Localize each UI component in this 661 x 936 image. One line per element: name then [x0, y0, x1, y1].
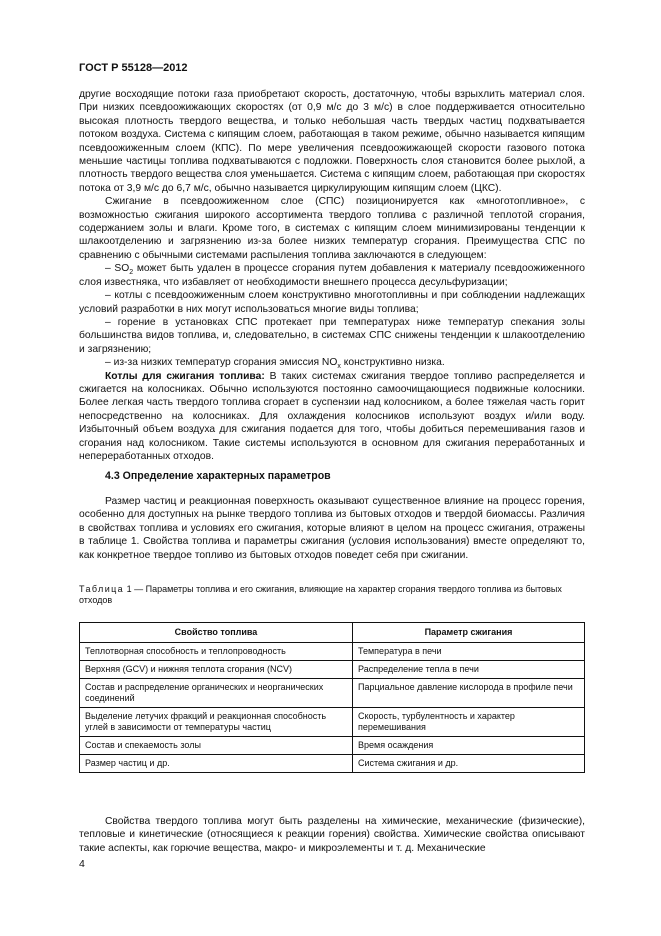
- paragraph: Сжигание в псевдоожиженном слое (СПС) позиционируется как «многотопливное», с возможностью сжигания широкого ассортимента твердого топлива с различной теплотой сгорания, содержанием золы и влаги. Кроме того, в системах с кипящим слоем минимизированы тенденции к шлакоотделению и загрязнению из-за более низких температур сгорания. Преимущества СПС по сравнению с обычными системами распыления топлива заключаются в следующем:: [79, 196, 585, 261]
- table-cell: Теплотворная способность и теплопроводность: [80, 643, 353, 661]
- table-row: [80, 679, 585, 708]
- paragraph: [79, 370, 585, 464]
- list-item-text: может быть удален в процессе сгорания путем добавления к материалу псевдоожиженного слоя известняка, что избавляет от необходимости внешнего процесса десульфуризации;: [79, 263, 585, 288]
- table-row: [80, 643, 585, 661]
- paragraph: другие восходящие потоки газа приобретают скорость, достаточную, чтобы взрыхлить материал слоя. При низких псевдоожижающих скоростях (от 0,9 м/с до 3 м/с) в слое поддерживается относительно высокая плотность твердого вещества, и только небольшая часть твердых частиц подхватывается потоком воздуха. Система с кипящим слоем, работающая в таком режиме, обычно называется кипящим псевдоожиженным слоем (КПС). По мере увеличения псевдоожижающей скорости газового потока меньшие частицы топлива подхватываются с подложки. Поверхность слоя становится более рыхлой, а плотность твердого вещества слоя уменьшается. Система с кипящим слоем, работающая при скоростях потока от 3,9 м/с до 6,7 м/с, обычно называется циркулирующим кипящим слоем (ЦКС).: [79, 89, 585, 194]
- list-item: – горение в установках СПС протекает при температурах ниже температур спекания золы большинства видов топлива, и, следовательно, в системах СПС снижены тенденции к шлакоотделению и загрязнению;: [79, 316, 585, 355]
- list-item-text: конструктивно низка.: [340, 357, 445, 369]
- list-item: [79, 356, 585, 369]
- paragraph: Свойства твердого топлива могут быть разделены на химические, механические (физические), тепловые и кинетические (относящиеся к реакции горения) свойства. Химические свойства описывают такие аспекты, как горючие вещества, макро- и микроэлементы и т. д. Механические: [79, 816, 585, 854]
- column-header: Свойство топлива: [80, 623, 353, 643]
- table-cell: Размер частиц и др.: [80, 755, 353, 773]
- page-number: 4: [79, 858, 85, 870]
- table-cell: Верхняя (GCV) и нижняя теплота сгорания (NCV): [80, 661, 353, 679]
- table-caption-label: Таблица: [79, 584, 125, 594]
- table-row: [80, 708, 585, 737]
- subscript: 2: [129, 269, 134, 277]
- document-code: ГОСТ Р 55128—2012: [79, 62, 188, 74]
- list-item: – котлы с псевдоожиженным слоем конструктивно многотопливны и при соблюдении надлежащих условий разработки в них могут использоваться многие виды топлива;: [79, 290, 585, 315]
- paragraph-lead: Котлы для сжигания топлива:: [105, 370, 265, 382]
- table-cell: Скорость, турбулентность и характер перемешивания: [353, 708, 585, 737]
- paragraph: Размер частиц и реакционная поверхность оказывают существенное влияние на процесс горения, особенно для доступных на рынке твердого топлива из бытовых отходов и твердой биомассы. Различия в свойствах топлива и условиях его сжигания, которые влияют в целом на процесс сжигания, отражены в таблице 1. Свойства топлива и параметры сжигания (условия использования) вместе определяют то, как конкретное твердое топливо из бытовых отходов поведет себя при сжигании.: [79, 496, 585, 561]
- section-text: [79, 495, 585, 562]
- table-cell: Состав и распределение органических и неорганических соединений: [80, 679, 353, 708]
- table-cell: Выделение летучих фракций и реакционная способность углей в зависимости от температуры частиц: [80, 708, 353, 737]
- parameters-table: [79, 622, 585, 773]
- table-header-row: [80, 623, 585, 643]
- closing-text: [79, 815, 585, 855]
- subscript: x: [337, 363, 341, 371]
- table-cell: Состав и спекаемость золы: [80, 737, 353, 755]
- table-row: [80, 755, 585, 773]
- table-caption: [79, 584, 585, 607]
- table-cell: Температура в печи: [353, 643, 585, 661]
- column-header: Параметр сжигания: [353, 623, 585, 643]
- list-item: [79, 262, 585, 289]
- table-cell: Система сжигания и др.: [353, 755, 585, 773]
- list-item-text: – из-за низких температур сгорания эмиссия NO: [105, 357, 338, 369]
- table-row: [80, 737, 585, 755]
- main-text: [79, 88, 585, 463]
- table-cell: Парциальное давление кислорода в профиле печи: [353, 679, 585, 708]
- list-item-text: – SO: [105, 263, 130, 275]
- section-heading: 4.3 Определение характерных параметров: [105, 470, 331, 482]
- paragraph-text: В таких системах сжигания твердое топливо распределяется и сжигается на колосниках. Обычно используются постоянно самоочищающиеся подвижные колосники. Более легкая часть твердого топлива сгорает в суспензии над колосником, а более тяжелая часть горит непосредственно на колосниках. Для охлаждения колосников используют воздух и/или воду. Избыточный объем воздуха для сжигания подается для того, чтобы добиться перемешивания газов и сгорания над колосником. Такие системы используются в основном для сжигания переработанных и непереработанных отходов.: [79, 370, 586, 462]
- table-caption-text: 1 — Параметры топлива и его сжигания, влияющие на характер сгорания твердого топлива из бытовых отходов: [79, 584, 562, 606]
- table-cell: Время осаждения: [353, 737, 585, 755]
- table-row: [80, 661, 585, 679]
- table-cell: Распределение тепла в печи: [353, 661, 585, 679]
